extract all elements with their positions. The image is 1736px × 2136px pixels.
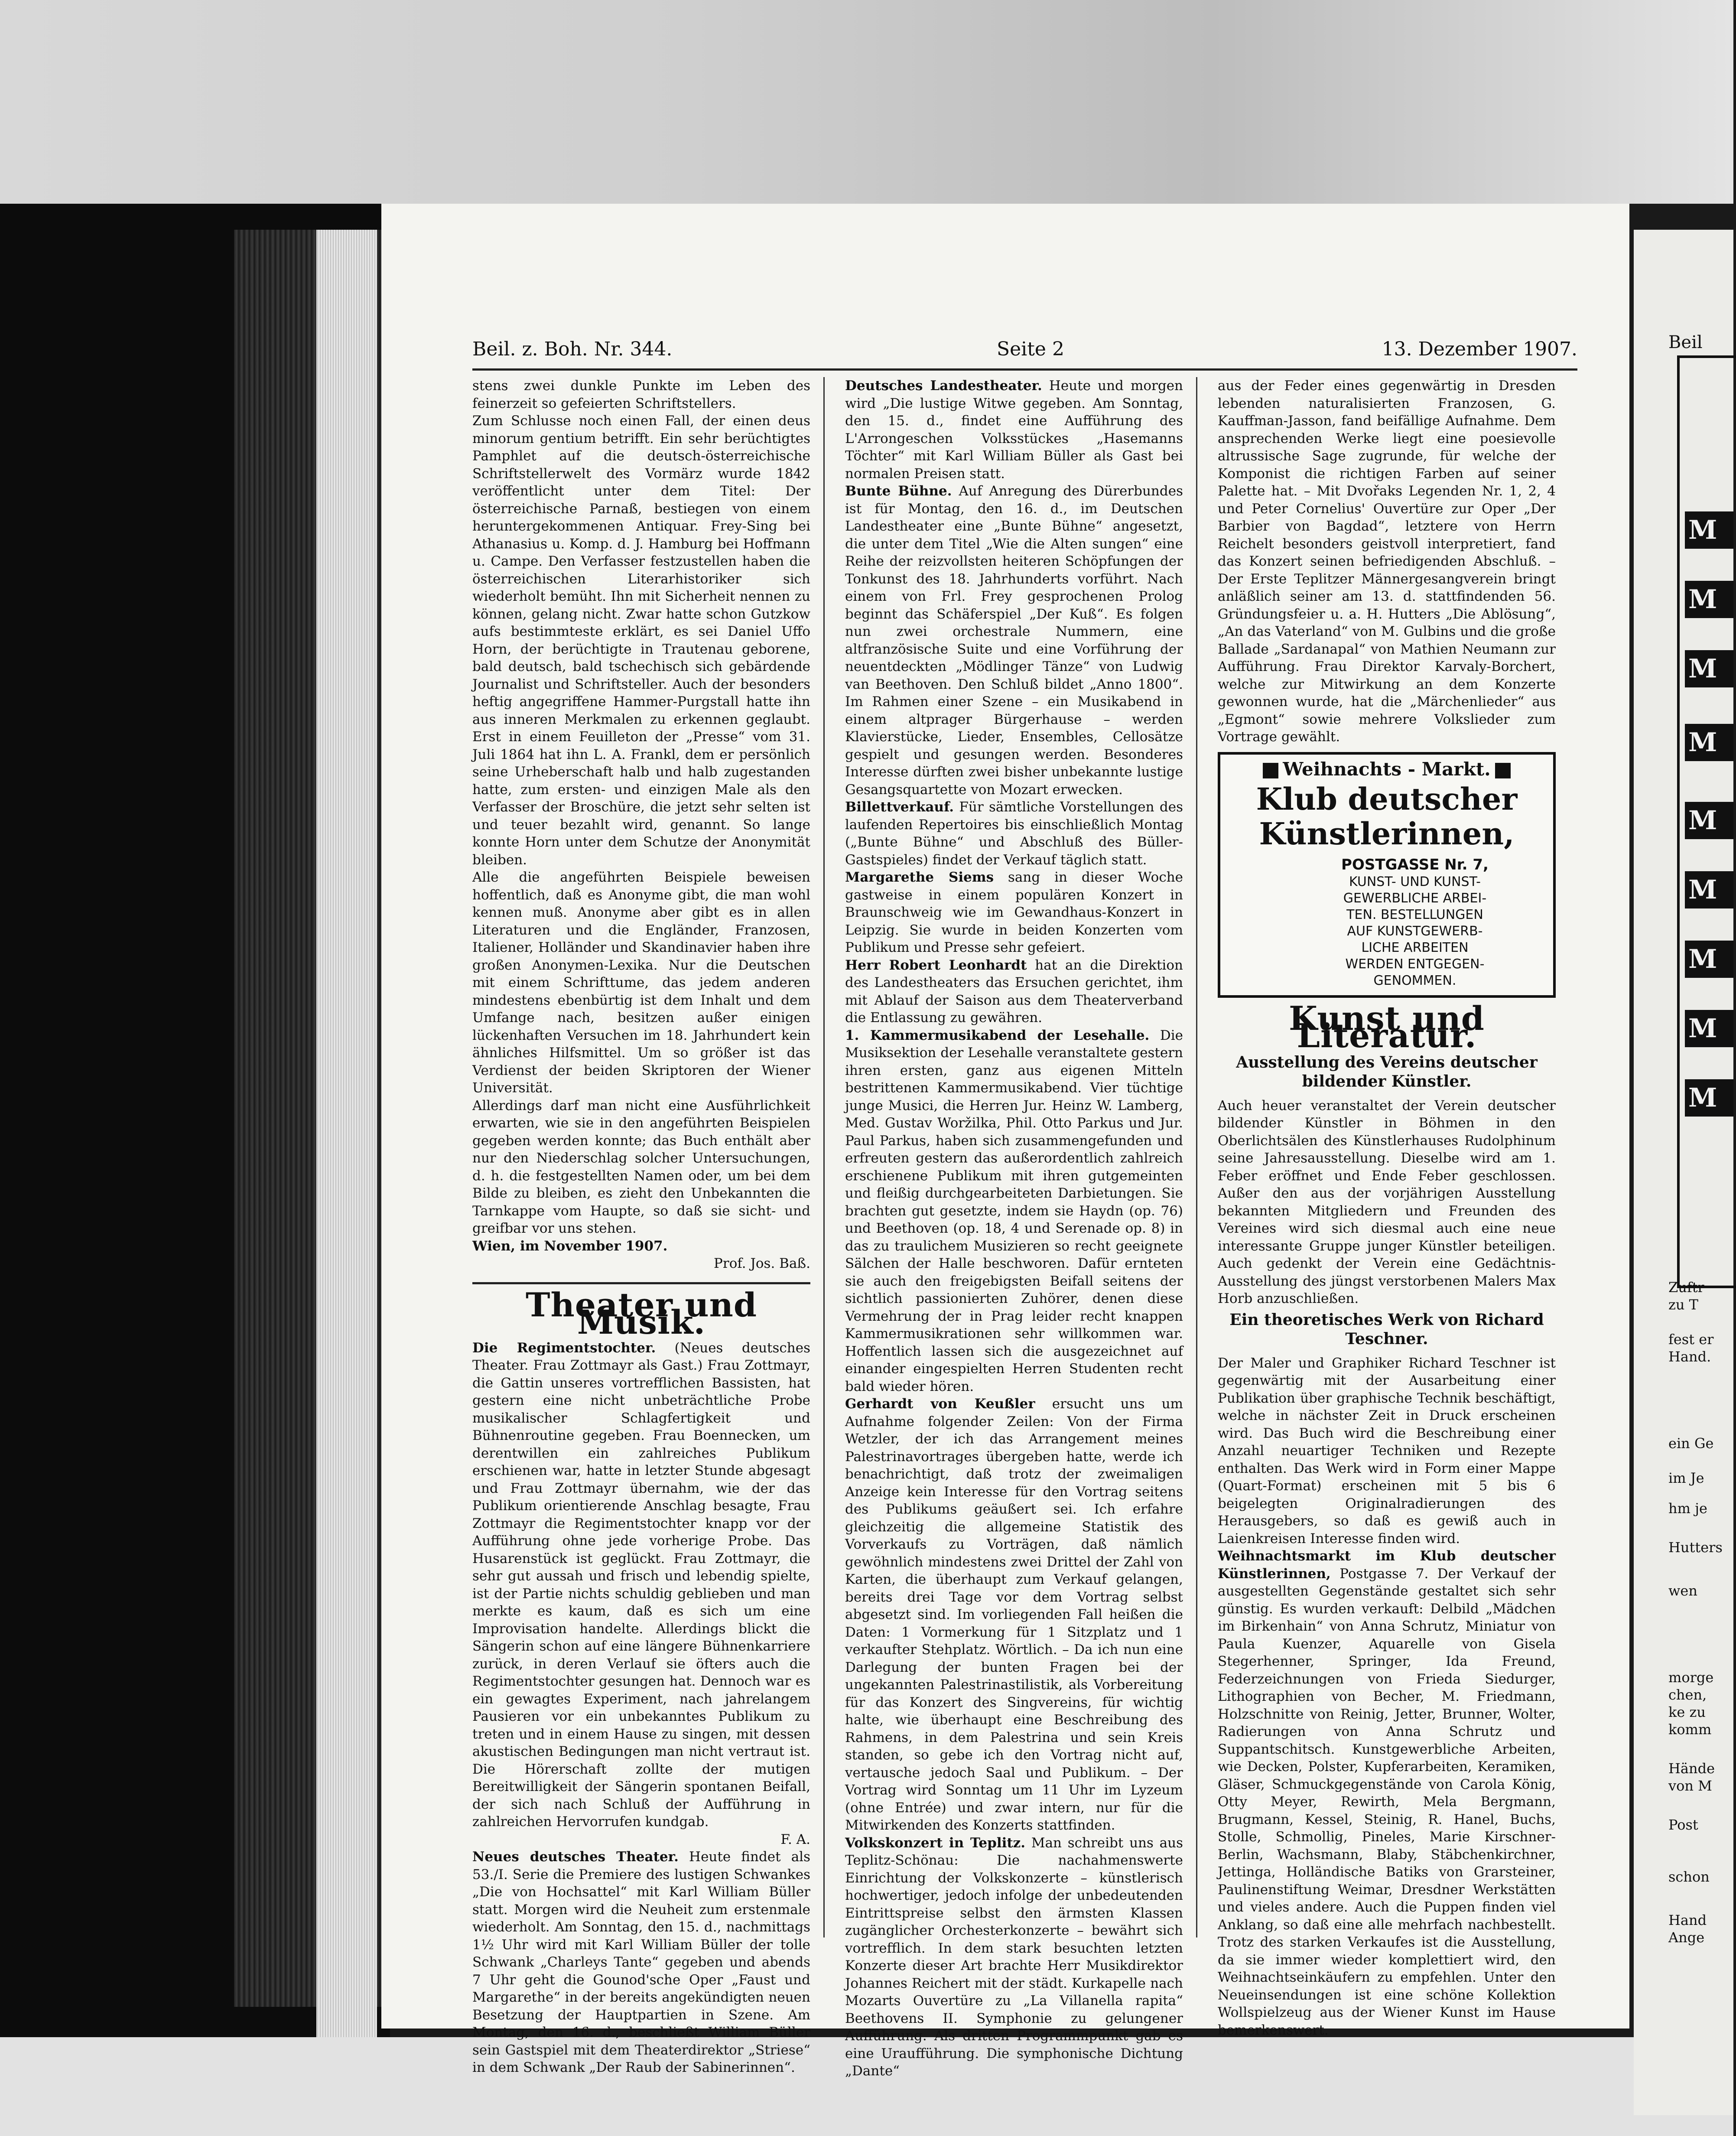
adjacent-text-line: Hand: [1668, 1912, 1707, 1928]
adjacent-text-line: schon: [1668, 1869, 1710, 1885]
adjacent-text-line: morge: [1668, 1669, 1714, 1686]
adjacent-text-line: komm: [1668, 1721, 1712, 1738]
col2-paragraph-6: 1. Kammermusikabend der Lesehalle. Die Musiksektion der Lesehalle veranstaltete gestern ihren ersten, ganz aus eigenen Mitteln bestrittenen Kammermusikabend. Vier tüchtige junge Musici, die Herren Jur. Heinz W. Lamberg, Med. Gustav Woržilka, Phil. Otto Parkus und Jur. Paul Parkus, haben sich zusammengefunden und erfreuten gestern das außerordentlich zahlreich erschienene Publikum mit ihren gutgemeinten und fleißig durchgearbeiteten Darbietungen. Sie brachten gut gesetzte, indem sie Haydn (op. 76) und Beethoven (op. 18, 4 und Serenade op. 8) in das zu traulichem Musizieren so recht geeignete Sälchen der Halle beschworen. Dafür ernteten sie auch den freigebigsten Beifall seitens der sichtlich passionierten Zuhörer, denen diese Vermehrung der in Prag leider recht knappen Kammermusikrationen sehr willkommen war. Hoffentlich lassen sich die ausgezeichnet auf einander eingespielten Herren Studenten recht bald wieder hören.: [845, 1027, 1183, 1394]
ad-club-name: Klub deutscher Künstlerinnen,: [1256, 781, 1518, 852]
col2-paragraph-5: Herr Robert Leonhardt hat an die Direktion des Landestheaters das Ersuchen gerichtet, ihm mit Ablauf der Saison aus dem Theaterverband die Entlassung zu gewähren.: [845, 957, 1183, 1026]
col2-paragraph-8: Volkskonzert in Teplitz. Man schreibt uns aus Teplitz-Schönau: Die nachahmenswerte Einrichtung der Volkskonzerte – künstlerisch hochwertiger, jedoch infolge der unbedeutenden Eintrittspreise selbst den ärmsten Klassen zugänglicher Orchesterkonzerte – bewährt sich vortrefflich. In dem stark besuchten letzten Konzerte dieser Art brachte Herr Musikdirektor Johannes Reichert mit der städt. Kurkapelle nach Mozarts Ouvertüre zu „La Villanella rapita“ Beethovens II. Symphonie zu gelungener Aufführung. Als dritten Programmpunkt gab es eine Uraufführung. Die symphonische Dichtung „Dante“: [845, 1835, 1183, 2079]
adjacent-letter: M: [1685, 650, 1733, 687]
column-2: [845, 377, 1183, 2079]
col3-paragraph-3: Der Maler und Graphiker Richard Teschner ist gegenwärtig mit der Ausarbeitung einer Publikation über graphische Technik beschäftigt, welche in nächster Zeit in Druck erscheinen wird. Das Buch wird die Beschreibung einer Anzahl neuartiger Techniken und Rezepte enthalten. Das Werk wird in Form einer Mappe (Quart-Format) erscheinen mit 5 bis 6 beigelegten Originalradierungen des Herausgebers, so daß es gewiß auch in Laienkreisen Interesse finden wird.: [1218, 1355, 1556, 1547]
adjacent-letter: M: [1685, 871, 1733, 908]
col3-paragraph-1: aus der Feder eines gegenwärtig in Dresden lebenden naturalisierten Franzosen, G. Kauffman-Jasson, fand beifällige Aufnahme. Dem ansprechenden Werke liegt eine poesievolle altrussische Sage zugrunde, für welche der Komponist die richtigen Farben auf seiner Palette hat. – Mit Dvořaks Legenden Nr. 1, 2, 4 und Peter Cornelius' Ouvertüre zur Oper „Der Barbier von Bagdad“, letztere von Herrn Reichelt besonders geistvoll interpretiert, fand das Konzert seinen befriedigenden Abschluß. – Der Erste Teplitzer Männergesangverein bringt anläßlich seiner am 13. d. stattfindenden 56. Gründungsfeier u. a. H. Hutters „Die Ablösung“, „An das Vaterland“ von M. Gulbins und die große Ballade „Sardanapal“ von Mathien Neumann zur Aufführung. Frau Direktor Karvaly-Borchert, welche zur Mitwirkung an dem Konzerte gewonnen wurde, hat die „Märchenlieder“ aus „Egmont“ sowie mehrere Volkslieder zum Vortrage gewählt.: [1218, 378, 1556, 745]
newspaper-page: [381, 204, 1629, 2079]
column-1: [472, 377, 811, 2075]
col1-paragraph-1: Zum Schlusse noch einen Fall, der einen deus minorum gentium betrifft. Ein sehr berüchtigtes Pamphlet auf die deutsch-österreichische Schriftstellerwelt des Vormärz wurde 1842 veröffentlicht unter dem Titel: Der österreichische Parnaß, bestiegen von einem heruntergekommenen Antiquar. Frey-Sing bei Athanasius u. Komp. d. J. Hamburg bei Hoffmann u. Campe. Den Verfasser festzustellen haben die österreichischen Literarhistoriker sich wiederholt bemüht. Ihn mit Sicherheit nennen zu können, gelang nicht. Zwar hatte schon Gutzkow aufs bestimmteste erklärt, es sei Daniel Uffo Horn, der berüchtigte in Trautenau geborene, bald deutsch, bald tschechisch sich gebärdende Journalist und Schriftsteller. Auch der besonders heftig angegriffene Hammer-Purgstall hatte ihn aus inneren Merkmalen zu erkennen geglaubt. Erst in einem Feuilleton der „Presse“ vom 31. Juli 1864 hat ihn L. A. Frankl, dem er persönlich seine Urheberschaft halb und halb zugestanden hatte, zum ersten- und einzigen Male als den Verfasser der Broschüre, die jetzt sehr selten ist und teuer bezahlt wird, genannt. So lange konnte Horn unter dem Schutze der Anonymität bleiben.: [472, 413, 810, 868]
adjacent-letter: M: [1685, 581, 1733, 618]
col1-paragraph-5: Neues deutsches Theater. Heute findet als 53./I. Serie die Premiere des lustigen Schwankes „Die von Hochsattel“ mit Karl William Büller statt. Morgen wird die Neuheit zum erstenmale wiederholt. Am Sonntag, den 15. d., nachmittags 1½ Uhr wird mit Karl William Büller der tolle Schwank „Charleys Tante“ gegeben und abends 7 Uhr geht die Gounod'sche Oper „Faust und Margarethe“ in der bereits angekündigten neuen Besetzung der Hauptpartien in Szene. Am Montag, den 16. d., beschließt William Büller sein Gastspiel mit dem Theaterdirektor „Striese“ in dem Schwank „Der Raub der Sabinerinnen“.: [472, 1849, 811, 2075]
col1-paragraph-2: Alle die angeführten Beispiele beweisen hoffentlich, daß es Anonyme gibt, die man wohl kennen muß. Anonyme aber gibt es in allen Literaturen und die Engländer, Franzosen, Italiener, Holländer und Skandinavier haben ihre großen Anonymen-Lexika. Nur die Deutschen mit einem Schrifttume, das jedem anderen mindestens ebenbürtig ist dem Inhalt und dem Umfange nach, besitzen außer einigen lückenhaften Versuchen im 18. Jahrhundert kein ähnliches Hilfsmittel. Um so größer ist das Verdienst der beiden Skriptoren der Wiener Universität.: [472, 869, 810, 1096]
section-divider: [472, 1282, 810, 1284]
adjacent-text-line: hm je: [1668, 1500, 1707, 1517]
adjacent-text-line: zu T: [1668, 1296, 1698, 1313]
column-rule-1: [823, 377, 825, 1937]
adjacent-letter: M: [1685, 941, 1733, 978]
adjacent-letter: M: [1685, 802, 1733, 839]
subheading-exhibition: Ausstellung des Vereins deutscher bildender Künstler.: [1236, 1053, 1538, 1091]
adjacent-text-line: ein Ge: [1668, 1435, 1714, 1452]
adjacent-text-line: Hand.: [1668, 1348, 1711, 1365]
ad-title: Weihnachts - Markt.: [1228, 761, 1545, 778]
adjacent-text-line: Ange: [1668, 1929, 1705, 1946]
adjacent-text-line: Zuftr: [1668, 1279, 1704, 1296]
column-3: [1218, 377, 1556, 2038]
col3-paragraph-4: Weihnachtsmarkt im Klub deutscher Künstlerinnen, Postgasse 7. Der Verkauf der ausgestellten Gegenstände gestaltet sich sehr günstig. Es wurden verkauft: Delbild „Mädchen im Birkenhain“ von Anna Schrutz, Miniatur von Paula Kuenzer, Aquarelle von Gisela Stegerhenner, Springer, Ida Freund, Federzeichnungen von Frieda Siedurger, Lithographien von Becher, M. Friedmann, Holzschnitte von Reinig, Jetter, Brunner, Wolter, Radierungen von Anna Schrutz und Suppantschitsch. Kunstgewerbliche Arbeiten, wie Decken, Polster, Kupferarbeiten, Keramiken, Gläser, Schmuckgegenstände von Carola König, Otty Meyer, Rewirth, Mela Bergmann, Brugmann, Kessel, Steinig, R. Hanel, Buchs, Stolle, Schmollig, Pineles, Marie Kirschner-Berlin, Wachsmann, Blaby, Stäbchenkirchner, Jettinga, Holländische Batiks von Grarsteiner, Paulinenstiftung Weimar, Dresdner Werkstätten und vieles andere. Auch die Puppen finden viel Anklang, so daß eine alle mehrfach nachbestellt. Trotz des starken Verkaufes ist die Ausstellung, da sie immer wieder komplettiert wird, den Weihnachtseinkäufern zu empfehlen. Unter den Neueinsendungen ist eine schöne Kollektion Wollspielzeug aus der Wiener Kunst im Hause bemerkenswert.: [1218, 1548, 1556, 2038]
col2-paragraph-2: Bunte Bühne. Auf Anregung des Dürerbundes ist für Montag, den 16. d., im Deutschen Landestheater eine „Bunte Bühne“ angesetzt, die unter dem Titel „Wie die Alten sungen“ eine Reihe der reizvollsten heiteren Schöpfungen der Tonkunst des 18. Jahrhunderts vorführt. Nach einem von Frl. Frey gesprochenen Prolog beginnt das Schäferspiel „Der Kuß“. Es folgen nun zwei orchestrale Nummern, eine altfranzösische Suite und eine Vorführung der neuentdeckten „Mödlinger Tänze“ von Ludwig van Beethoven. Den Schluß bildet „Anno 1800“. Im Rahmen einer Szene – ein Musikabend in einem altprager Bürgerhause – werden Klavierstücke, Lieder, Ensembles, Cellosätze gespielt und gesungen werden. Besonderes Interesse dürften zwei bisher unbekannte lustige Gesangsquartette von Mozart erwecken.: [845, 483, 1183, 798]
ornament-square-icon: [1263, 763, 1278, 778]
col2-paragraph-7: Gerhardt von Keußler ersucht uns um Aufnahme folgender Zeilen: Von der Firma Wetzler, der ich das Arrangement meines Palestrinavortrages übergeben hatte, werde ich benachrichtigt, daß trotz der zweimaligen Anzeige kein Interesse für den Vortrag seitens des Publikums geäußert sei. Ich erfahre gleichzeitig die allgemeine Statistik des Vorverkaufs zu Vorträgen, daß nämlich gewöhnlich mindestens zwei Drittel der Zahl von Karten, die überhaupt zum Verkauf gelangen, bereits drei Tage vor dem Vortrag selbst abgesetzt sind. Im vorliegenden Fall heißen die Daten: 1 Vormerkung für 1 Sitzplatz und 1 verkaufter Stehplatz. Wörtlich. – Da ich nun eine Darlegung der bunten Fragen bei der ungekannten Palestrinastilistik, als Vorbereitung für das Konzert des Singvereins, für wichtig halte, wie überhaupt eine Beschreibung des Rahmens, in dem Palestrina und sein Kreis standen, so gebe ich den Vortrag nicht auf, vertausche jedoch Saal und Publikum. – Der Vortrag wird Sonntag um 11 Uhr im Lyzeum (ohne Entrée) und zwar intern, nur für die Mitwirkenden des Konzerts stattfinden.: [845, 1396, 1183, 1833]
col2-paragraph-3: Billettverkauf. Für sämtliche Vorstellungen des laufenden Repertoires bis einschließlich Montag („Bunte Bühne“ und Abschluß des Büller-Gastspieles) findet der Verkauf täglich statt.: [845, 799, 1183, 868]
adjacent-text-line: ke zu: [1668, 1704, 1706, 1720]
page-header: [472, 334, 1577, 371]
col1-paragraph-3: Allerdings darf man nicht eine Ausführlichkeit erwarten, wie sie in den angeführten Beispielen gegeben werden konnte; das Buch enthält aber nur den Niederschlag solcher Untersuchungen, d. h. die festgestellten Namen oder, um bei dem Bilde zu bleiben, es zieht den Unbekannten die Tarnkappe vom Haupte, so daß sie sicht- und greifbar vor uns stehen.: [472, 1097, 810, 1236]
adjacent-page-fragment: [1634, 230, 1733, 2115]
col1-paragraph-4: Die Regimentstochter. (Neues deutsches Theater. Frau Zottmayr als Gast.) Frau Zottmayr, die Gattin unseres vortrefflichen Bassisten, hat gestern eine nicht unbeträchtliche Probe musikalischer Schlagfertigkeit und Bühnenroutine gegeben. Frau Boennecken, um derentwillen ein zahlreiches Publikum erschienen war, hatte in letzter Stunde abgesagt und Frau Zottmayr übernahm, wie der das Publikum orientierende Anschlag besagte, Frau Zottmayr die Regimentstochter knapp vor der Aufführung ohne jede vorherige Probe. Das Husarenstück ist geglückt. Frau Zottmayr, die sehr gut aussah und frisch und lebendig spielte, ist der Partie nichts schuldig geblieben und man merkte es kaum, daß es sich um eine Improvisation handelte. Allerdings blickt die Sängerin schon auf eine längere Bühnenkarriere zurück, in deren Verlauf sie öfters auch die Regimentstochter gesungen hat. Dennoch war es ein gewagtes Experiment, nach jahrelangem Pausieren vor ein unbekanntes Publikum zu treten und in einem Hause zu singen, mit dessen akustischen Bedingungen man nicht vertraut ist. Die Hörerschaft zollte der mutigen Bereitwilligkeit der Sängerin spontanen Beifall, der sich nach Schluß der Aufführung in zahlreichen Hervorrufen kundgab.: [472, 1340, 810, 1830]
adjacent-text-line: Hände: [1668, 1760, 1715, 1777]
col2-paragraph-1: Deutsches Landestheater. Heute und morgen wird „Die lustige Witwe gegeben. Am Sonntag, den 15. d., findet eine Aufführung des L'Arrongeschen Volksstückes „Hasemanns Töchter“ mit Karl William Büller als Gast bei normalen Preisen statt.: [845, 378, 1183, 482]
header-page-number: Seite 2: [997, 338, 1064, 360]
adjacent-text-line: von M: [1668, 1778, 1712, 1794]
header-issue: Beil. z. Boh. Nr. 344.: [472, 338, 673, 360]
scanner-background-top: [0, 0, 1733, 204]
ornament-square-icon: [1495, 763, 1511, 778]
subheading-teschner: Ein theoretisches Werk von Richard Teschner.: [1229, 1310, 1544, 1348]
adjacent-letter: M: [1685, 1010, 1733, 1047]
adjacent-letter: M: [1685, 511, 1733, 549]
header-date: 13. Dezember 1907.: [1382, 338, 1577, 360]
adjacent-letter: M: [1685, 724, 1733, 761]
col1-signature-2: F. A.: [780, 1831, 810, 1847]
col1-signature: Prof. Jos. Baß.: [714, 1256, 810, 1271]
adjacent-header: Beil: [1668, 332, 1703, 352]
adjacent-text-line: Hutters: [1668, 1539, 1723, 1556]
adjacent-text-line: wen: [1668, 1582, 1697, 1599]
col1-dateline: Wien, im November 1907.: [472, 1238, 668, 1254]
adjacent-text-line: Post: [1668, 1817, 1698, 1833]
col1-intro: stens zwei dunkle Punkte im Leben des feinerzeit so gefeierten Schriftstellers.: [472, 378, 810, 411]
col2-paragraph-4: Margarethe Siems sang in dieser Woche gastweise in einem populären Konzert in Braunschweig wie im Gewandhaus-Konzert in Leipzig. Sie wurde in beiden Konzerten vom Publikum und Presse sehr gefeiert.: [845, 869, 1183, 955]
section-heading-literature: Kunst und Literatur.: [1289, 999, 1485, 1055]
adjacent-text-line: fest er: [1668, 1331, 1714, 1348]
column-rule-2: [1196, 377, 1197, 1937]
ad-body: POSTGASSE Nr. 7, KUNST- UND KUNST- GEWERBLICHE ARBEI- TEN. BESTELLUNGEN AUF KUNSTGEWERB- LICHE ARBEITEN WERDEN ENTGEGEN- GENOMMEN.: [1341, 856, 1489, 988]
section-heading-theater: Theater und Musik.: [525, 1285, 757, 1342]
col3-paragraph-2: Auch heuer veranstaltet der Verein deutscher bildender Künstler in Böhmen in den Oberlichtsälen des Künstlerhauses Rudolphinum seine Jahresausstellung. Dieselbe wird am 1. Feber eröffnet und Ende Feber geschlossen. Außer den aus der vorjährigen Ausstellung bekannten Mitgliedern und Freunden des Vereines wird sich diesmal auch eine neue interessante Gruppe junger Künstler beteiligen. Auch gedenkt der Verein eine Gedächtnis-Ausstellung des jüngst verstorbenen Malers Max Horb anzuschließen.: [1218, 1097, 1556, 1306]
adjacent-text-line: im Je: [1668, 1470, 1704, 1486]
advertisement-box: [1218, 752, 1556, 998]
adjacent-letter: M: [1685, 1079, 1733, 1117]
adjacent-text-line: chen,: [1668, 1687, 1707, 1703]
page-edges: [316, 230, 377, 2050]
